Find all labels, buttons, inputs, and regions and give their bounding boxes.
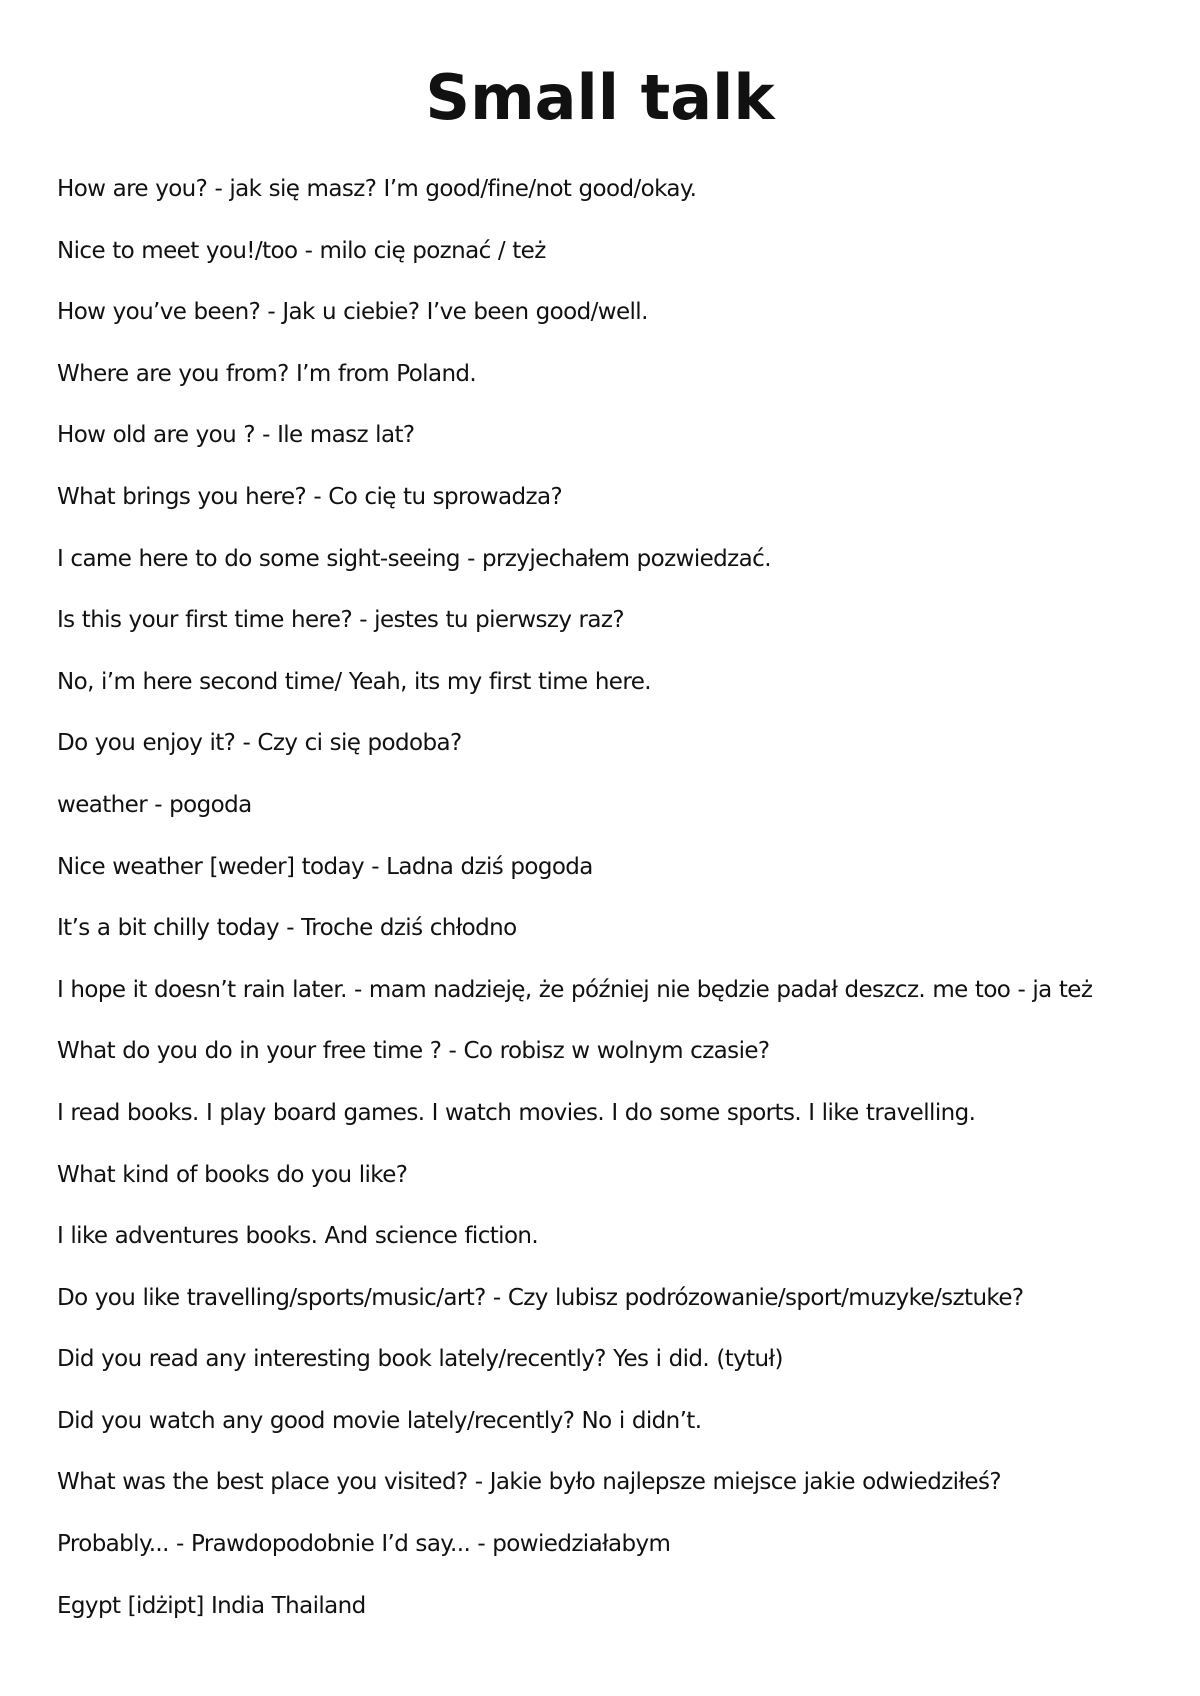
phrase-line-21: Did you watch any good movie lately/recently? No i didn’t. (57, 1407, 702, 1434)
phrase-line-1: How are you? - jak się masz? I’m good/fine/not good/okay. (57, 176, 697, 202)
phrase-line-17: What kind of books do you like? (57, 1161, 408, 1188)
phrase-line-9: No, i’m here second time/ Yeah, its my first time here. (57, 668, 651, 695)
phrase-line-6: What brings you here? - Co cię tu sprowadza? (57, 483, 563, 510)
phrase-line-13: It’s a bit chilly today - Troche dziś chłodno (57, 915, 517, 942)
phrase-line-24: Egypt [idżipt] India Thailand (57, 1592, 366, 1619)
phrase-list (57, 170, 1167, 1648)
phrase-line-10: Do you enjoy it? - Czy ci się podoba? (57, 730, 462, 757)
phrase-line-15: What do you do in your free time ? - Co robisz w wolnym czasie? (57, 1038, 770, 1065)
phrase-line-7: I came here to do some sight-seeing - przyjechałem pozwiedzać. (57, 545, 771, 572)
phrase-line-3: How you’ve been? - Jak u ciebie? I’ve been good/well. (57, 299, 648, 326)
phrase-line-11: weather - pogoda (57, 791, 252, 818)
phrase-line-23: Probably... - Prawdopodobnie I’d say... - powiedziałabym (57, 1531, 671, 1558)
phrase-line-16: I read books. I play board games. I watch movies. I do some sports. I like travelling. (57, 1099, 976, 1126)
phrase-line-4: Where are you from? I’m from Poland. (57, 360, 477, 387)
phrase-line-18: I like adventures books. And science fiction. (57, 1223, 539, 1250)
page-title: Small talk (425, 61, 775, 134)
phrase-line-12: Nice weather [weder] today - Ladna dziś pogoda (57, 853, 593, 880)
phrase-line-8: Is this your first time here? - jestes tu pierwszy raz? (57, 607, 624, 634)
phrase-line-5: How old are you ? - Ile masz lat? (57, 422, 415, 449)
phrase-line-20: Did you read any interesting book lately/recently? Yes i did. (tytuł) (57, 1346, 783, 1373)
phrase-line-22: What was the best place you visited? - Jakie było najlepsze miejsce jakie odwiedziłeś? (57, 1469, 1001, 1496)
phrase-line-19: Do you like travelling/sports/music/art? - Czy lubisz podrózowanie/sport/muzyke/sztuke? (57, 1284, 1024, 1311)
phrase-line-14: I hope it doesn’t rain later. - mam nadzieję, że później nie będzie padał deszcz. me too - ja też (57, 976, 1093, 1003)
phrase-line-2: Nice to meet you!/too - milo cię poznać / też (57, 237, 546, 264)
